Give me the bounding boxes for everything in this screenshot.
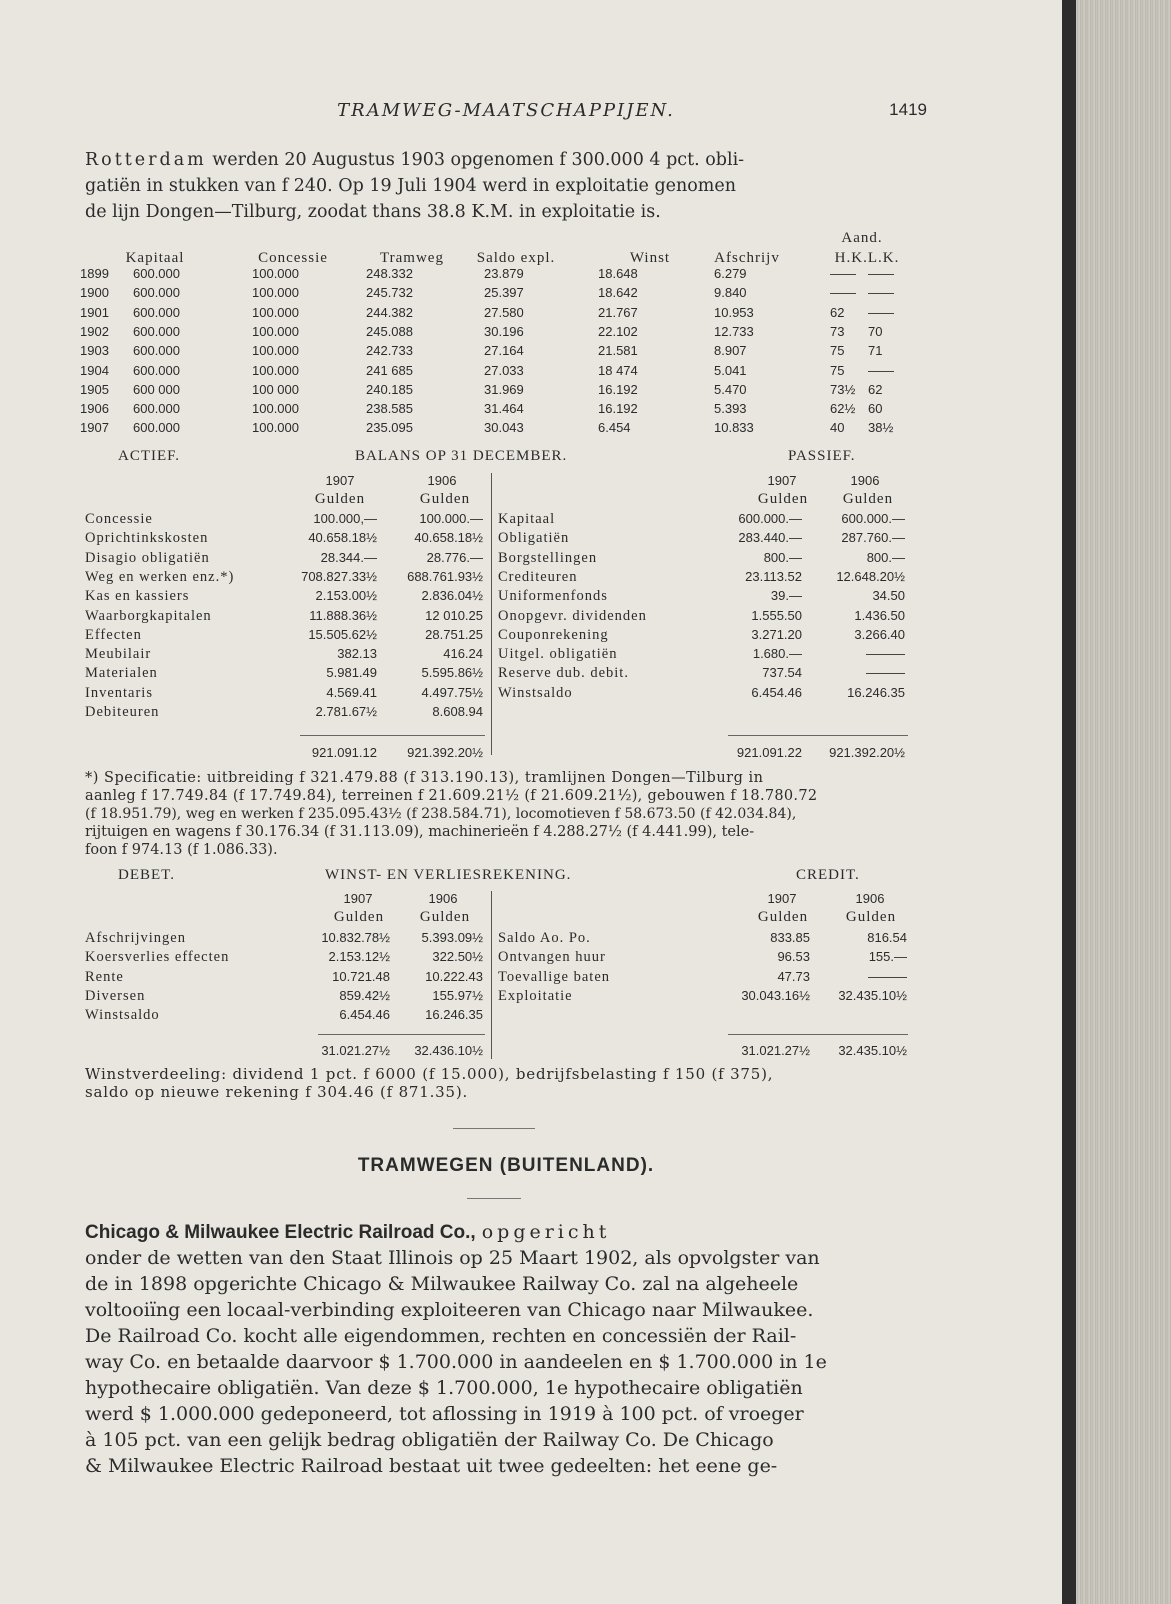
balance-left-1907: 11.888.36½: [309, 607, 377, 623]
table-cell: 1907: [80, 420, 109, 436]
table-cell: 12.733: [714, 323, 754, 339]
pl-right-1907: 30.043.16½: [741, 987, 810, 1003]
footnote-line: aanleg f 17.749.84 (f 17.749.84), terreinen f 21.609.21½ (f 21.609.21½), gebouwen f 18.780.72: [85, 788, 818, 804]
distribution-line: saldo op nieuwe rekening f 304.46 (f 871.35).: [85, 1083, 469, 1101]
balance-right-label: Couponrekening: [498, 626, 609, 643]
unit-header: Gulden: [845, 909, 897, 925]
table-cell: 30.196: [484, 323, 524, 339]
table-cell: 242.733: [366, 343, 413, 359]
table-cell: 100 000: [252, 381, 299, 397]
table-cell: 27.164: [484, 343, 524, 359]
table-cell: 600.000: [133, 420, 180, 436]
intro-line-1-rest: werden 20 Augustus 1903 opgenomen f 300.000 4 pct. obli-: [206, 150, 745, 170]
company-line: onder de wetten van den Staat Illinois op 25 Maart 1902, als opvolgster van: [85, 1247, 820, 1269]
intro-line-3: de lijn Dongen—Tilburg, zoodat thans 38.8 K.M. in exploitatie is.: [85, 202, 661, 222]
unit-header: Gulden: [757, 909, 809, 925]
balance-total-left-1907: 921.091.12: [311, 745, 377, 760]
balance-right-1907: 1.680.—: [752, 646, 802, 662]
balance-right-1907: 3.271.20: [751, 626, 802, 642]
year-header: 1907: [325, 473, 355, 488]
table-cell: 5.470: [714, 381, 747, 397]
table-cell: 18 474: [598, 362, 638, 378]
balance-right-label: Winstsaldo: [498, 684, 573, 701]
table-cell: 18.642: [598, 285, 638, 301]
pl-right-label: Exploitatie: [498, 987, 573, 1004]
balance-total-right-1906: 921.392.20½: [829, 745, 905, 760]
company-line: de in 1898 opgerichte Chicago & Milwaukee Railway Co. zal na algeheele: [85, 1273, 799, 1295]
total-rule: [728, 735, 908, 736]
footnote-line: foon f 974.13 (f 1.086.33).: [85, 842, 278, 858]
pl-right-label: Toevallige baten: [498, 968, 611, 985]
total-rule: [300, 735, 485, 736]
unit-header: Gulden: [333, 909, 385, 925]
page-number: 1419: [889, 100, 927, 119]
table-cell: 238.585: [366, 401, 413, 417]
total-rule: [318, 1034, 485, 1035]
balance-left-1907: 100.000,—: [313, 511, 377, 526]
year-header: 1906: [855, 891, 885, 906]
balance-right-1907: 737.54: [762, 665, 802, 681]
balance-left-label: Oprichtinkskosten: [85, 530, 209, 547]
balance-right-1906: 287.760.—: [841, 530, 905, 546]
table-cell: 600.000: [133, 343, 180, 359]
table-cell: 600.000: [133, 266, 180, 281]
pl-right-1906: 816.54: [867, 930, 907, 945]
balance-left-1907: 5.981.49: [326, 665, 377, 681]
balance-right-1906: ———: [866, 665, 905, 681]
footnote-line: rijtuigen en wagens f 30.176.34 (f 31.113.09), machinerieën f 4.288.27½ (f 4.441.99), tele-: [85, 824, 755, 840]
pl-total-left-1907: 31.021.27½: [321, 1043, 390, 1058]
book-edge: [1076, 0, 1171, 1604]
table-header: Afschrijv: [714, 250, 780, 266]
separator-rule: [467, 1198, 521, 1199]
table-cell: 1899: [80, 266, 109, 281]
unit-header: Gulden: [842, 491, 894, 507]
table-cell: 31.464: [484, 401, 524, 417]
unit-header: Gulden: [419, 491, 471, 507]
balance-right-1907: 39.—: [770, 588, 802, 604]
total-rule: [728, 1034, 908, 1035]
balance-right-label: Uniformenfonds: [498, 588, 608, 605]
table-cell: 60: [868, 401, 883, 417]
pl-left-label: Koersverlies effecten: [85, 949, 230, 966]
intro-line-1: [85, 150, 927, 170]
pl-total-right-1906: 32.435.10½: [838, 1043, 907, 1058]
table-cell: 244.382: [366, 304, 413, 320]
pl-right-1907: 833.85: [770, 930, 810, 945]
running-title: TRAMWEG-MAATSCHAPPIJEN.: [337, 100, 675, 121]
pl-right-1907: 96.53: [777, 949, 810, 965]
credit-title: CREDIT.: [796, 867, 860, 883]
table-cell: 62: [830, 304, 845, 320]
table-cell: 16.192: [598, 401, 638, 417]
pl-title: WINST- EN VERLIESREKENING.: [325, 867, 572, 883]
pl-right-1906: 155.—: [868, 949, 907, 965]
table-cell: 9.840: [714, 285, 747, 301]
table-cell: 27.580: [484, 304, 524, 320]
table-cell: ——: [868, 362, 894, 378]
pl-left-1907: 10.832.78½: [321, 930, 390, 945]
table-cell: 10.953: [714, 304, 754, 320]
table-cell: 5.041: [714, 362, 747, 378]
year-header: 1907: [767, 891, 797, 906]
pl-right-1906: ———: [868, 968, 907, 984]
footnote-line: *) Specificatie: uitbreiding f 321.479.88 (f 313.190.13), tramlijnen Dongen—Tilburg in: [85, 770, 764, 786]
company-line-1-rest: opgericht: [481, 1221, 611, 1243]
balance-left-1906: 100.000.—: [419, 511, 483, 526]
table-cell: 1904: [80, 362, 109, 378]
table-cell: ——: [868, 266, 894, 281]
table-cell: 6.454: [598, 420, 631, 436]
table-header: H.K.L.K.: [834, 250, 900, 266]
table-cell: 240.185: [366, 381, 413, 397]
balance-right-1907: 6.454.46: [751, 684, 802, 700]
balance-left-1906: 8.608.94: [432, 704, 483, 719]
table-cell: 100.000: [252, 266, 299, 281]
column-divider: [491, 891, 492, 1059]
table-cell: 8.907: [714, 343, 747, 359]
intro-line-2: gatiën in stukken van f 240. Op 19 Juli 1904 werd in exploitatie genomen: [85, 176, 737, 196]
company-line: hypothecaire obligatiën. Van deze $ 1.700.000, 1e hypothecaire obligatiën: [85, 1377, 803, 1399]
balance-left-1907: 2.153.00½: [315, 588, 377, 604]
balance-left-label: Inventaris: [85, 684, 153, 701]
table-cell: ——: [868, 285, 894, 301]
table-cell: 600.000: [133, 304, 180, 320]
pl-left-1907: 859.42½: [339, 987, 390, 1003]
pl-left-label: Winstsaldo: [85, 1007, 160, 1024]
balance-left-1906: 688.761.93½: [407, 568, 483, 584]
table-cell: 100.000: [252, 304, 299, 320]
company-line: way Co. en betaalde daarvoor $ 1.700.000 in aandeelen en $ 1.700.000 in 1e: [85, 1351, 827, 1373]
debet-title: DEBET.: [118, 867, 175, 883]
balance-left-1907: 2.781.67½: [315, 704, 377, 719]
table-cell: 73½: [830, 381, 856, 397]
balance-right-label: Reserve dub. debit.: [498, 665, 629, 682]
pl-right-1907: 47.73: [777, 968, 810, 984]
table-cell: 1901: [80, 304, 109, 320]
balance-right-label: Obligatiën: [498, 530, 570, 547]
balance-left-1906: 416.24: [443, 646, 483, 662]
company-line: voltooiïng een locaal-verbinding exploiteeren van Chicago naar Milwaukee.: [85, 1299, 814, 1321]
balance-right-label: Borgstellingen: [498, 549, 598, 566]
table-cell: 30.043: [484, 420, 524, 436]
year-header: 1907: [343, 891, 373, 906]
table-cell: 22.102: [598, 323, 638, 339]
table-header: Tramweg: [380, 250, 444, 266]
column-divider: [491, 473, 492, 755]
city-name: Rotterdam: [85, 150, 207, 170]
table-cell: 75: [830, 362, 845, 378]
balance-left-1907: 4.569.41: [326, 684, 377, 700]
table-header: Concessie: [258, 250, 328, 266]
table-cell: 245.088: [366, 323, 413, 339]
balance-right-1906: 16.246.35: [847, 684, 905, 700]
pl-left-label: Afschrijvingen: [85, 930, 186, 946]
table-cell: 40: [830, 420, 845, 436]
balance-left-label: Materialen: [85, 665, 158, 682]
balance-right-1907: 800.—: [763, 549, 802, 565]
section-title: TRAMWEGEN (BUITENLAND).: [357, 1155, 655, 1176]
table-cell: 73: [830, 323, 845, 339]
pl-right-1906: 32.435.10½: [838, 987, 907, 1003]
pl-total-left-1906: 32.436.10½: [414, 1043, 483, 1058]
company-name: Chicago & Milwaukee Electric Railroad Co.,: [85, 1222, 476, 1243]
unit-header: Gulden: [757, 491, 809, 507]
page-gutter: [1062, 0, 1076, 1604]
pl-left-label: Diversen: [85, 987, 146, 1004]
table-cell: 245.732: [366, 285, 413, 301]
balance-right-label: Kapitaal: [498, 511, 556, 527]
table-cell: 25.397: [484, 285, 524, 301]
table-cell: 600.000: [133, 401, 180, 417]
balance-left-label: Disagio obligatiën: [85, 549, 210, 566]
table-header: Aand.: [841, 230, 883, 246]
pl-total-right-1907: 31.021.27½: [741, 1043, 810, 1058]
table-cell: 27.033: [484, 362, 524, 378]
balance-left-1906: 12 010.25: [425, 607, 483, 623]
year-header: 1906: [850, 473, 880, 488]
unit-header: Gulden: [314, 491, 366, 507]
pl-left-1907: 2.153.12½: [328, 949, 390, 965]
balance-left-label: Waarborgkapitalen: [85, 607, 212, 624]
pl-left-1907: 6.454.46: [339, 1007, 390, 1023]
balance-total-left-1906: 921.392.20½: [407, 745, 483, 760]
balance-right-label: Uitgel. obligatiën: [498, 646, 618, 663]
balance-total-right-1907: 921.091.22: [736, 745, 802, 760]
balance-left-1906: 5.595.86½: [421, 665, 483, 681]
table-cell: 100.000: [252, 362, 299, 378]
pl-left-1906: 322.50½: [432, 949, 483, 965]
balance-left-1906: 28.751.25: [425, 626, 483, 642]
footnote-line: (f 18.951.79), weg en werken f 235.095.43½ (f 238.584.71), locomotieven f 58.673.50 (f 42.034.84),: [85, 806, 797, 822]
pl-left-1906: 10.222.43: [425, 968, 483, 984]
balance-right-1906: 12.648.20½: [836, 568, 905, 584]
table-header: Saldo expl.: [476, 250, 556, 266]
table-cell: 21.767: [598, 304, 638, 320]
table-cell: 100.000: [252, 420, 299, 436]
pl-left-label: Rente: [85, 968, 124, 985]
balance-left-1907: 40.658.18½: [308, 530, 377, 546]
table-cell: 100.000: [252, 401, 299, 417]
table-cell: 23.879: [484, 266, 524, 281]
year-header: 1906: [428, 891, 458, 906]
table-cell: 16.192: [598, 381, 638, 397]
table-cell: ——: [830, 266, 856, 281]
table-cell: 10.833: [714, 420, 754, 436]
balance-left-label: Kas en kassiers: [85, 588, 190, 605]
company-line: De Railroad Co. kocht alle eigendommen, rechten en concessiën der Rail-: [85, 1325, 797, 1347]
table-cell: 1906: [80, 401, 109, 417]
distribution-line: Winstverdeeling: dividend 1 pct. f 6000 (f 15.000), bedrijfsbelasting f 150 (f 375),: [85, 1065, 774, 1083]
pl-left-1906: 155.97½: [432, 987, 483, 1003]
table-cell: 75: [830, 343, 845, 359]
table-cell: 70: [868, 323, 883, 339]
balance-right-1907: 283.440.—: [738, 530, 802, 546]
pl-left-1906: 16.246.35: [425, 1007, 483, 1023]
pl-left-1906: 5.393.09½: [421, 930, 483, 945]
balance-left-label: Concessie: [85, 511, 153, 527]
balance-right-1907: 600.000.—: [738, 511, 802, 526]
table-cell: 100.000: [252, 285, 299, 301]
balance-right-label: Onopgevr. dividenden: [498, 607, 647, 624]
table-cell: 6.279: [714, 266, 747, 281]
balance-right-label: Crediteuren: [498, 568, 578, 585]
separator-rule: [453, 1128, 535, 1129]
table-cell: 235.095: [366, 420, 413, 436]
balance-right-1906: ———: [866, 646, 905, 662]
balance-left-1906: 4.497.75½: [421, 684, 483, 700]
table-cell: 38½: [868, 420, 894, 436]
balance-right-1906: 3.266.40: [854, 626, 905, 642]
balance-left-1906: 40.658.18½: [414, 530, 483, 546]
balance-title: BALANS OP 31 DECEMBER.: [355, 448, 568, 464]
company-line: & Milwaukee Electric Railroad bestaat uit twee gedeelten: het eene ge-: [85, 1455, 778, 1477]
table-cell: 18.648: [598, 266, 638, 281]
running-header: [85, 100, 927, 126]
table-cell: 71: [868, 343, 883, 359]
table-cell: 1900: [80, 285, 109, 301]
balance-left-1907: 382.13: [337, 646, 377, 662]
unit-header: Gulden: [419, 909, 471, 925]
balance-right-1907: 1.555.50: [751, 607, 802, 623]
table-cell: 100.000: [252, 343, 299, 359]
pl-left-1907: 10.721.48: [332, 968, 390, 984]
company-line-1: [85, 1220, 927, 1245]
balance-left-1906: 2.836.04½: [421, 588, 483, 604]
table-cell: 600 000: [133, 381, 180, 397]
table-header: Winst: [629, 250, 671, 266]
balance-left-1906: 28.776.—: [426, 549, 483, 565]
table-cell: 31.969: [484, 381, 524, 397]
balance-left-label: Effecten: [85, 626, 142, 643]
table-cell: ——: [868, 304, 894, 320]
table-cell: 62: [868, 381, 883, 397]
balance-actief-title: ACTIEF.: [118, 448, 181, 464]
balance-passief-title: PASSIEF.: [788, 448, 856, 464]
table-cell: 100.000: [252, 323, 299, 339]
table-cell: 600.000: [133, 285, 180, 301]
balance-left-1907: 28.344.—: [320, 549, 377, 565]
company-line: à 105 pct. van een gelijk bedrag obligatiën der Railway Co. De Chicago: [85, 1429, 774, 1451]
table-cell: ——: [830, 285, 856, 301]
pl-right-label: Ontvangen huur: [498, 949, 606, 966]
balance-right-1906: 34.50: [872, 588, 905, 604]
balance-right-1906: 800.—: [866, 549, 905, 565]
pl-right-label: Saldo Ao. Po.: [498, 930, 591, 946]
balance-right-1907: 23.113.52: [745, 568, 802, 584]
balance-left-label: Weg en werken enz.*): [85, 568, 235, 585]
table-cell: 241 685: [366, 362, 413, 378]
table-cell: 1902: [80, 323, 109, 339]
table-cell: 600.000: [133, 323, 180, 339]
balance-left-label: Debiteuren: [85, 704, 160, 720]
company-line: werd $ 1.000.000 gedeponeerd, tot aflossing in 1919 à 100 pct. of vroeger: [85, 1403, 804, 1425]
year-header: 1906: [427, 473, 457, 488]
table-cell: 5.393: [714, 401, 747, 417]
table-cell: 600.000: [133, 362, 180, 378]
balance-right-1906: 1.436.50: [854, 607, 905, 623]
table-cell: 1903: [80, 343, 109, 359]
balance-right-1906: 600.000.—: [841, 511, 905, 526]
table-cell: 62½: [830, 401, 856, 417]
balance-left-1907: 708.827.33½: [301, 568, 377, 584]
table-cell: 248.332: [366, 266, 413, 281]
balance-left-1907: 15.505.62½: [308, 626, 377, 642]
table-cell: 1905: [80, 381, 109, 397]
year-header: 1907: [767, 473, 797, 488]
balance-left-label: Meubilair: [85, 646, 152, 663]
table-header: Kapitaal: [125, 250, 185, 266]
table-cell: 21.581: [598, 343, 638, 359]
